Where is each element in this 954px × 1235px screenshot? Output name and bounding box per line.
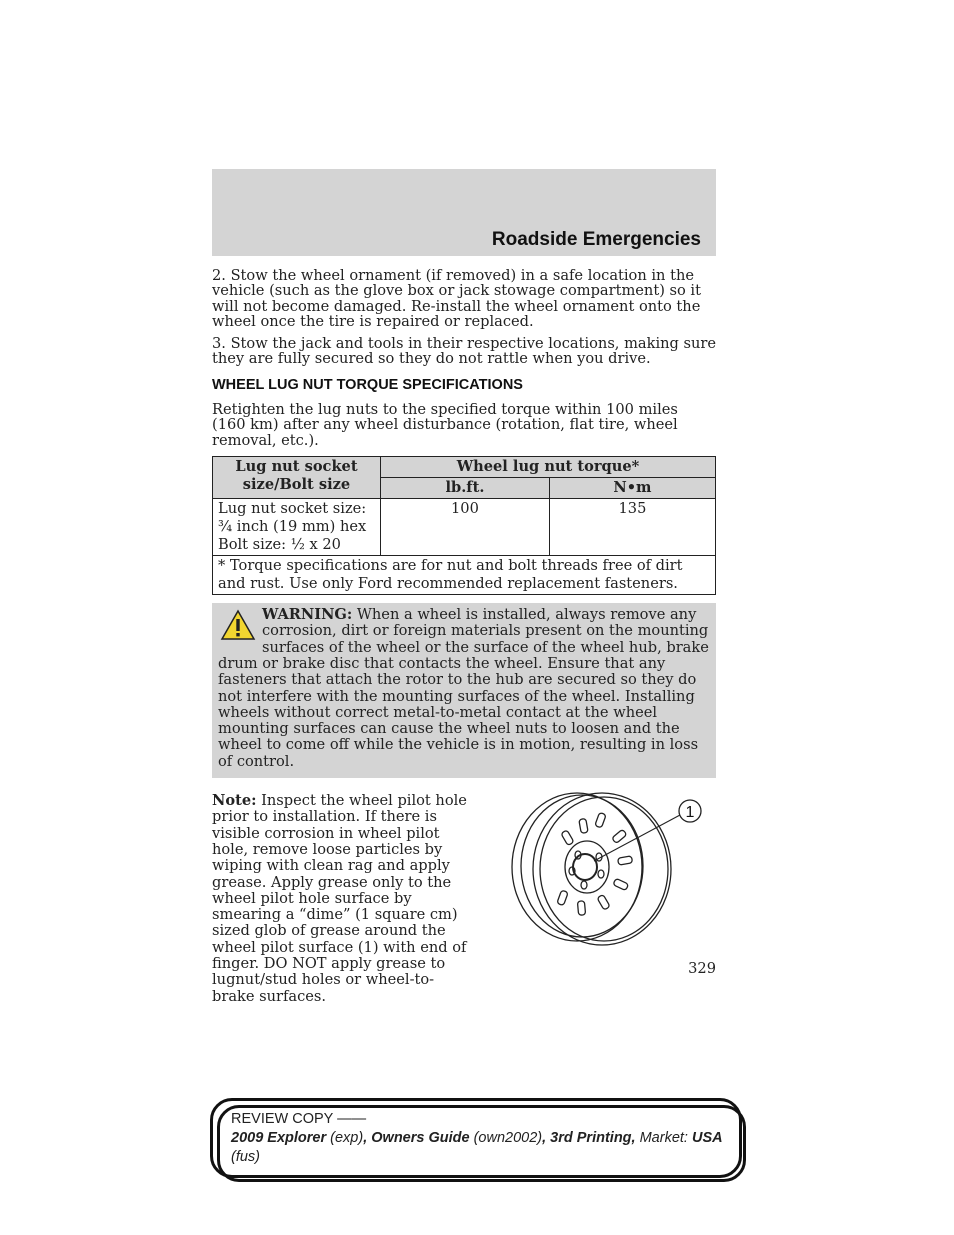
section-header-band: [212, 169, 716, 256]
table-header-row: [213, 457, 716, 478]
table-footnote: * Torque specifications are for nut and bolt threads free of dirt and rust. Use only Ford recommended replacement fasteners.: [213, 556, 716, 595]
warning-label: WARNING:: [262, 606, 353, 624]
cell-nm: 135: [549, 499, 715, 556]
review-copy-footer: [210, 1098, 742, 1178]
step-2-paragraph: 2. Stow the wheel ornament (if removed) in a safe location in the vehicle (such as the glove box or jack stowage compartment) so it will not become damaged. Re-install the wheel ornament onto the wheel once the tire is repaired or replaced.: [212, 267, 701, 331]
warning-triangle-icon: [220, 609, 256, 641]
footer-model-code: (exp): [326, 1130, 364, 1146]
footer-guide: , Owners Guide: [363, 1130, 470, 1146]
footer-market: USA: [691, 1130, 723, 1146]
note-text: Inspect the wheel pilot hole prior to installation. If there is visible corrosion in wheel pilot hole, remove loose particles by wiping with clean rag and apply grease. Apply grease only to the wheel pilot hole surface by smearing a “dime” (1 square cm) sized glob of grease around the wheel pilot surface (1) with end of finger. DO NOT apply grease to lugnut/stud holes or wheel-to-brake surfaces.: [212, 792, 467, 1005]
torque-table: [212, 456, 716, 595]
col-header-nm: N•m: [549, 478, 715, 499]
col-header-lbft: lb.ft.: [381, 478, 550, 499]
note-section: [212, 792, 716, 1005]
footer-market-label: Market:: [635, 1130, 692, 1146]
step-3-paragraph: 3. Stow the jack and tools in their respective locations, making sure they are fully secured so they do not rattle when you drive.: [212, 334, 717, 368]
cell-size: [213, 499, 381, 556]
warning-box: [212, 603, 716, 778]
intro-paragraph: Retighten the lug nuts to the specified torque within 100 miles (160 km) after any wheel disturbance (rotation, flat tire, wheel removal, etc.).: [212, 400, 678, 449]
cell-lbft: 100: [381, 499, 550, 556]
footer-printing: , 3rd Printing,: [542, 1130, 636, 1146]
section-title: Roadside Emergencies: [491, 229, 701, 250]
col-header-socket: Lug nut socket size/Bolt size: [213, 457, 381, 499]
page-content: [212, 267, 717, 1005]
footer-line-2: [231, 1129, 725, 1148]
page-number: 329: [688, 960, 716, 977]
wheel-illustration: [502, 791, 722, 951]
cell-bolt-size: Bolt size: ½ x 20: [218, 536, 341, 554]
footer-guide-code: (own2002): [469, 1130, 543, 1146]
footer-market-code: (fus): [231, 1149, 260, 1165]
callout-label: 1: [685, 804, 695, 822]
cell-socket-size: Lug nut socket size: ¾ inch (19 mm) hex: [218, 500, 367, 536]
note-label: Note:: [212, 792, 257, 810]
note-paragraph: [212, 793, 467, 1005]
col-group-header: Wheel lug nut torque*: [381, 457, 716, 478]
footer-model: 2009 Explorer: [231, 1130, 327, 1146]
table-row: [213, 499, 716, 556]
table-footnote-row: [213, 556, 716, 595]
subheading: WHEEL LUG NUT TORQUE SPECIFICATIONS: [212, 377, 523, 394]
footer-line-1: REVIEW COPY ——: [231, 1111, 367, 1127]
warning-text: When a wheel is installed, always remove any corrosion, dirt or foreign materials present on the mounting surfaces of the wheel or the surface of the wheel hub, brake drum or brake disc that contacts the wheel. Ensure that any fasteners that attach the rotor to the hub are secured so they do not interfere with the mounting surfaces of the wheel. Installing wheels without correct metal-to-metal contact at the wheel mounting surfaces can cause the wheel nuts to loosen and the wheel to come off while the vehicle is in motion, resulting in loss of control.: [218, 606, 709, 770]
